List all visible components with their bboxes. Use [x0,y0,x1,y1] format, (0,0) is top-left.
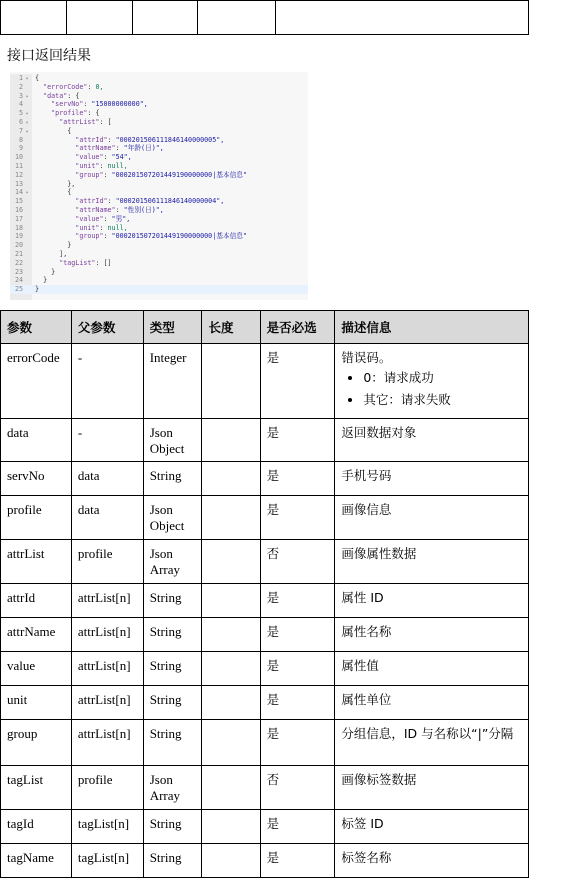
code-line [10,250,308,259]
code-text: "unit": null, [75,162,128,170]
length-cell [202,419,260,462]
length-cell [202,652,260,686]
desc-cell: 返回数据对象 [335,419,529,462]
column-header: 长度 [202,311,260,344]
desc-bullet-list [341,370,522,408]
code-text: "unit": null, [75,223,128,232]
parent-cell: profile [71,540,143,584]
table-header-row [1,311,529,344]
parent-cell: attrList[n] [71,720,143,766]
parent-cell: attrList[n] [71,652,143,686]
type-cell: Json Object [143,496,202,540]
code-line [10,83,308,92]
type-cell: String [143,462,202,496]
length-cell [202,720,260,766]
fold-toggle-icon[interactable]: ▾ [25,190,29,197]
code-line [10,144,308,153]
line-number: 22 [14,258,23,267]
column-header: 参数 [1,311,72,344]
list-item: • 其它：请求失败 [363,392,522,408]
type-cell: Json Array [143,766,202,810]
required-cell: 是 [260,720,335,766]
column-header: 父参数 [71,311,143,344]
type-cell: String [143,720,202,766]
line-number: 23 [14,267,23,276]
code-text: } [31,267,56,276]
code-line [10,127,308,136]
code-text: }, [31,179,76,188]
table-row [1,766,529,810]
code-line [10,171,308,180]
param-cell: tagList [1,766,72,810]
required-cell: 是 [260,496,335,540]
fold-toggle-icon[interactable]: ▾ [25,111,29,118]
required-cell: 否 [260,766,335,810]
type-cell: String [143,618,202,652]
param-cell: attrName [1,618,72,652]
table-row [1,810,529,844]
column-header: 是否必选 [260,311,335,344]
required-cell: 是 [260,344,335,419]
line-number: 10 [14,153,23,162]
length-cell [202,766,260,810]
required-cell: 是 [260,462,335,496]
line-number: 20 [14,241,23,250]
length-cell [202,462,260,496]
line-number: 5 [18,109,23,118]
code-line [10,162,308,171]
empty-cell [276,1,529,35]
code-text: "value": "男", [75,214,131,223]
table-row [1,462,529,496]
fold-toggle-icon[interactable]: ▾ [25,93,29,100]
empty-cell [67,1,133,35]
param-cell: errorCode [1,344,72,419]
parent-cell: profile [71,766,143,810]
section-heading: 接口返回结果 [7,49,91,64]
line-number: 13 [14,179,23,188]
code-text: "group": "000201507201449190000000|基本信息" [75,170,248,179]
line-number: 12 [14,170,23,179]
code-text: "attrName": "性别(日)", [75,206,164,214]
code-line [10,92,308,101]
code-line [10,241,308,250]
desc-cell: 画像信息 [335,496,529,540]
required-cell: 是 [260,810,335,844]
required-cell: 是 [260,844,335,878]
required-cell: 是 [260,584,335,618]
code-text: { [31,188,72,197]
param-cell: profile [1,496,72,540]
code-text: "errorCode": 0, [43,82,104,91]
length-cell [202,810,260,844]
line-number: 17 [14,214,23,223]
code-text: "profile": { [51,109,100,118]
code-line [10,100,308,109]
param-cell: value [1,652,72,686]
required-cell: 是 [260,652,335,686]
parent-cell: data [71,496,143,540]
line-number: 3 [18,91,23,100]
line-number: 21 [14,250,23,258]
param-cell: group [1,720,72,766]
line-number: 14 [14,188,23,197]
required-cell: 是 [260,686,335,720]
desc-cell: 错误码。 • 0：请求成功 • 其它：请求失败 [335,344,529,419]
desc-cell: 属性单位 [335,686,529,720]
table-row [1,686,529,720]
code-line [10,197,308,206]
param-cell: servNo [1,462,72,496]
line-number: 9 [18,144,23,153]
param-cell: data [1,419,72,462]
desc-cell: 手机号码 [335,462,529,496]
column-header: 描述信息 [335,311,529,344]
length-cell [202,540,260,584]
code-line [10,276,308,285]
required-cell: 是 [260,618,335,652]
line-number: 2 [18,82,23,91]
code-text: "attrName": "年龄(日)", [75,144,164,153]
length-cell [202,618,260,652]
param-cell: unit [1,686,72,720]
desc-cell: 画像属性数据 [335,540,529,584]
length-cell [202,496,260,540]
length-cell [202,584,260,618]
desc-cell: 标签名称 [335,844,529,878]
code-line [10,206,308,215]
line-number: 18 [14,223,23,232]
code-text: ], [31,250,68,258]
type-cell: String [143,584,202,618]
type-cell: String [143,652,202,686]
params-table [0,310,529,878]
code-line [10,188,308,197]
code-text: "group": "000201507201449190000000|基本信息" [75,232,248,241]
length-cell [202,344,260,419]
line-number: 1 [18,74,23,82]
line-number: 24 [14,276,23,285]
code-line [10,74,308,83]
code-text: "attrId": "000201506111846140000004", [75,197,225,206]
type-cell: Integer [143,344,202,419]
code-text: } [31,276,48,285]
parent-cell: attrList[n] [71,686,143,720]
empty-header-table [0,0,529,35]
line-number: 15 [14,197,23,206]
desc-cell: 属性值 [335,652,529,686]
empty-cell [1,1,67,35]
column-header: 类型 [143,311,202,344]
code-text: "tagList": [] [59,258,112,267]
length-cell [202,686,260,720]
table-row [1,344,529,419]
param-cell: attrList [1,540,72,584]
desc-cell: 属性名称 [335,618,529,652]
line-number: 19 [14,232,23,241]
type-cell: Json Array [143,540,202,584]
table-row [1,584,529,618]
code-text: "attrList": [ [59,118,112,126]
length-cell [202,844,260,878]
table-row [1,540,529,584]
code-text: } [31,241,72,250]
fold-toggle-icon[interactable]: ▾ [25,120,29,126]
table-row [1,652,529,686]
code-line [10,180,308,189]
code-line [10,268,308,277]
param-cell: attrId [1,584,72,618]
line-number: 4 [18,100,23,109]
code-line [10,232,308,241]
desc-cell: 画像标签数据 [335,766,529,810]
parent-cell: attrList[n] [71,618,143,652]
code-line [10,118,308,127]
parent-cell: data [71,462,143,496]
param-cell: tagId [1,810,72,844]
parent-cell: - [71,419,143,462]
code-line [10,285,308,294]
parent-cell: - [71,344,143,419]
line-number: 7 [18,126,23,135]
code-text: "data": { [43,91,80,100]
list-item: • 0：请求成功 [363,370,522,386]
type-cell: String [143,844,202,878]
table-row [1,844,529,878]
code-text: "attrId": "000201506111846140000005", [75,135,225,144]
type-cell: Json Object [143,419,202,462]
code-text: } [31,285,40,294]
code-text: { [31,74,40,82]
fold-toggle-icon[interactable]: ▾ [25,76,29,82]
required-cell: 是 [260,419,335,462]
type-cell: String [143,686,202,720]
table-row [1,496,529,540]
type-cell: String [143,810,202,844]
code-text: { [31,126,72,135]
fold-toggle-icon[interactable]: ▾ [25,128,29,135]
line-number: 16 [14,206,23,214]
empty-cell [133,1,198,35]
parent-cell: attrList[n] [71,584,143,618]
empty-cell [198,1,276,35]
json-code-block [10,72,308,300]
code-line [10,215,308,224]
desc-cell: 属性 ID [335,584,529,618]
param-cell: tagName [1,844,72,878]
line-number: 11 [14,162,23,170]
table-row [1,419,529,462]
desc-cell: 标签 ID [335,810,529,844]
table-row [1,618,529,652]
line-number: 8 [18,135,23,144]
code-text: "servNo": "15000000000", [51,100,148,109]
code-line [10,153,308,162]
parent-cell: tagList[n] [71,810,143,844]
code-line [10,259,308,268]
parent-cell: tagList[n] [71,844,143,878]
line-number: 6 [18,118,23,126]
code-text: "value": "54", [75,153,132,162]
desc-cell: 分组信息，ID 与名称以“|”分隔 [335,720,529,766]
required-cell: 否 [260,540,335,584]
table-row [1,720,529,766]
code-line [10,109,308,118]
line-number: 25 [14,285,23,294]
